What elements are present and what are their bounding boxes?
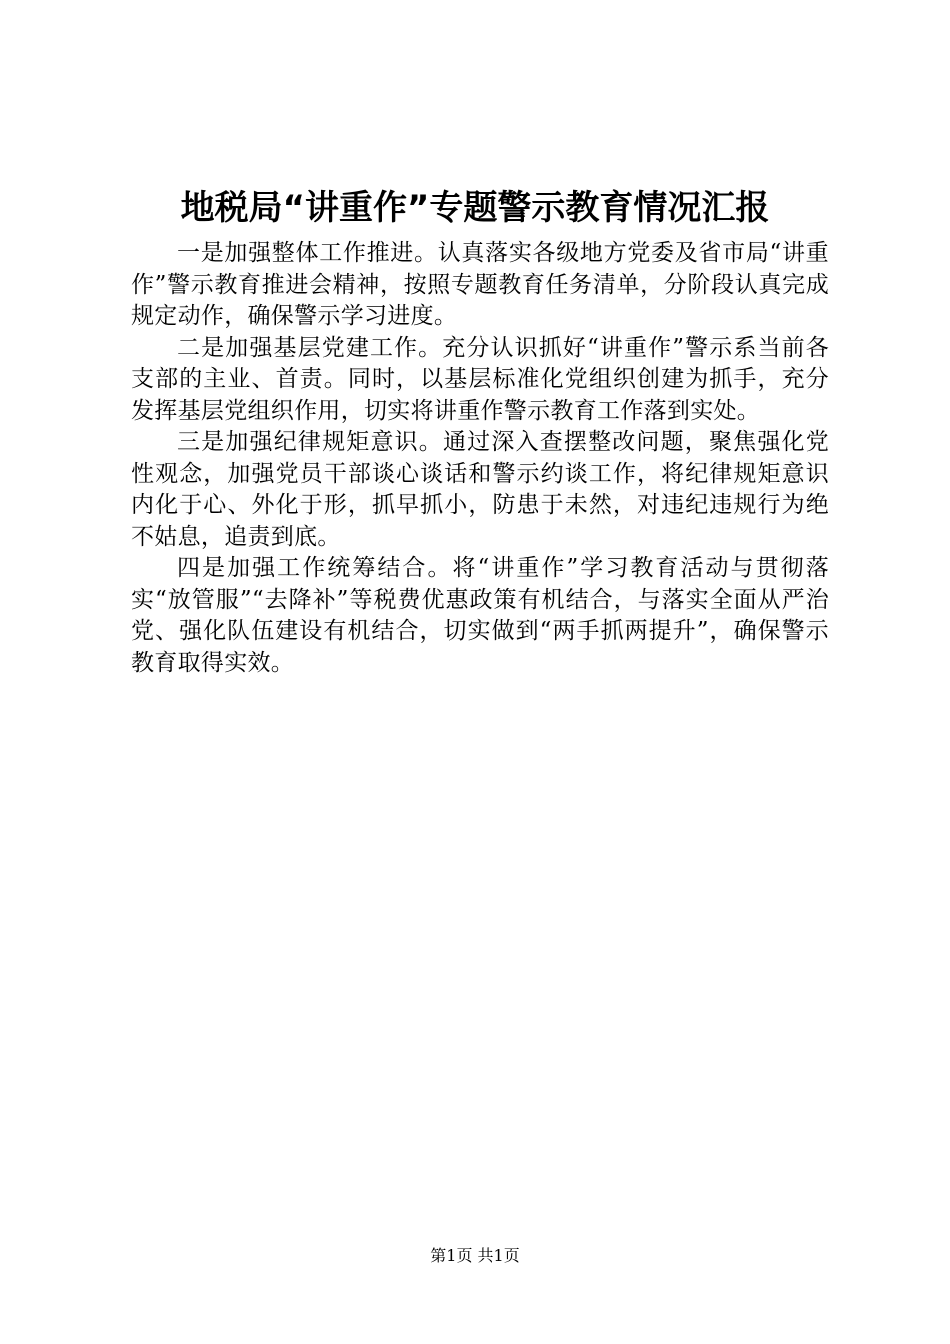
paragraph-3: 三是加强纪律规矩意识。通过深入查摆整改问题，聚焦强化党性观念，加强党员干部谈心谈话和警示约谈工作，将纪律规矩意识内化于心、外化于形，抓早抓小，防患于未然，对违纪违规行为绝不姑息，追责到底。: [131, 429, 829, 550]
paragraph-1: 一是加强整体工作推进。认真落实各级地方党委及省市局“讲重作”警示教育推进会精神，按照专题教育任务清单，分阶段认真完成规定动作，确保警示学习进度。: [131, 240, 829, 329]
document-title: 地税局“讲重作”专题警示教育情况汇报: [180, 188, 770, 228]
paragraph-4: 四是加强工作统筹结合。将“讲重作”学习教育活动与贯彻落实“放管服”“去降补”等税费优惠政策有机结合，与落实全面从严治党、强化队伍建设有机结合，切实做到“两手抓两提升”，确保警示教育取得实效。: [131, 555, 829, 676]
page-footer: 第1页 共1页: [430, 1246, 520, 1265]
document-body: [131, 238, 829, 679]
paragraph-2: 二是加强基层党建工作。充分认识抓好“讲重作”警示系当前各支部的主业、首责。同时，以基层标准化党组织创建为抓手，充分发挥基层党组织作用，切实将讲重作警示教育工作落到实处。: [131, 334, 829, 424]
